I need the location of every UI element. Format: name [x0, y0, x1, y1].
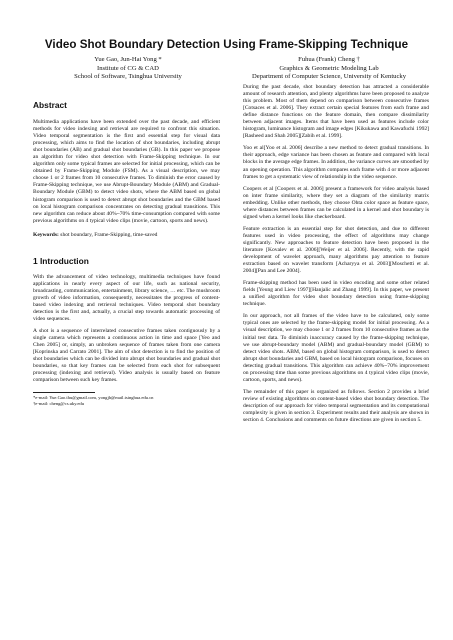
author-group-right: [233, 56, 425, 82]
author-names: Fuhua (Frank) Cheng †: [298, 56, 360, 63]
abstract-paragraph: Multimedia applications have been extended over the past decade, and efficient methods for video indexing and retrieval are required to confront this situation. Video temporal segmentation is the first and essential step for visual data processing, which aims to find the location of shot boundaries, including abrupt shot boundaries (AB) and gradual shot boundaries (GB). In this paper we propose an algorithm for video shot detection with Frame-Skipping technique. In our algorithm only some typical frames are selected for initial processing, which can be obtained by Frame-Skipping Module (FSM). As a visual description, we may choose 1 or 2 frames from 10 consecutive frames. To diminish the error caused by Frame-Skipping technique, we use Abrupt-Boundary Module (ABM) and Gradual-Boundary Module (GBM) to detect video shots, where the ABM based on global histogram comparison is used to detect abrupt shot boundaries and the GBM based on local histogram comparison concentrates on detecting gradual transitions. This new algorithm can reduce about 40%~70% time-consumption compared with some previous algorithms on 4 typical video clips (movie, cartoon, sports and news).: [33, 119, 220, 224]
footnote-email-1: *e-mail: Yue.Gao.thu@gmail.com, yongjh@mail.tsinghua.edu.cn: [33, 395, 154, 401]
keywords-text: shot boundary, Frame-Skipping, time-saved: [60, 231, 158, 238]
introduction-heading: 1 Introduction: [33, 255, 89, 266]
author-affiliation: Institute of CG & CAD: [97, 64, 159, 72]
body-paragraph: The remainder of this paper is organized as follows. Section 2 provides a brief review of existing algorithms on content-based video shot boundary detection. The description of our approach for video temporal segmentation and its computational complexity is given in section 3. Experiment results and their analysis are shown in section 4. Conclusions and comments on future directions are given in section 5.: [243, 388, 429, 424]
paper-title: Video Shot Boundary Detection Using Frame-Skipping Technique: [44, 38, 409, 51]
body-paragraph: In our approach, not all frames of the video have to be calculated, only some typical ones are selected by the frame-skipping model for initial processing. As a visual description, we may choose 1 or 2 frames from 10 consecutive frames as the initial test data. To diminish inaccuracy caused by the frame-skipping technique, we use abrupt-boundary model (ABM) and gradual-boundary model (GBM) to detect video shots. ABM, based on global histogram comparison, is used to detect abrupt shot boundaries and GBM, based on local histogram comparison, focuses on detecting gradual transitions. This algorithm can achieve 40%~70% improvement on processing time than some previous algorithms on 4 typical video clips (movie, cartoon, sports, and news).: [243, 313, 429, 383]
author-names: Yue Gao, Jun-Hai Yong *: [94, 56, 162, 63]
body-paragraph: With the advancement of video technology, multimedia techniques have found applications in nearly every aspect of our life, such as national security, broadcasting, communication, entertainment, library science, … etc. The mushroom growth of video information, consequently, necessitates the progress of content-based video indexing and retrieval techniques. Video temporal shot boundary detection is the first and, actually, a crucial step towards automatic processing of video sequences.: [33, 273, 220, 323]
keywords-line: [33, 232, 220, 239]
body-paragraph: Coopers et al [Coopers et al. 2006] present a framework for video analysis based on inter frame similarity, where they set a diagram of the similarity matrix embedding. Unlike other methods, they choose Ohta color space as feature space, where distances between frames can be calculated in a kernel and shot boundary is signed when a kernel looks like checkerboard.: [243, 185, 429, 220]
body-paragraph: During the past decade, shot boundary detection has attracted a considerable amount of research attention, and plenty algorithms have been proposed to analyze this problem. Most of them depend on comparison between consecutive frames [Cotsaces et al. 2006]. They extract certain special features from each frame and define distance functions on the feature domain, then compare dissimilarity between adjacent images. Items that have been used as features include color histogram, luminance histogram and image edges [Kikukawa and Kawafuchi 1992][Rasheed and Shah 2005][Zabih et al. 1999].: [243, 84, 429, 140]
left-column: [33, 84, 220, 407]
body-paragraph: Frame-skipping method has been used in video encoding and some other related fields [Yeung and Liew 1997][Hanjalic and Zhang 1999]. In this paper, we present a unified algorithm for video shot boundary detection using frame-skipping technique.: [243, 280, 429, 308]
author-affiliation: Graphics & Geometric Modeling Lab: [279, 64, 379, 72]
abstract-heading: Abstract: [33, 100, 67, 110]
author-group-left: [28, 56, 228, 82]
footnote-rule: [33, 392, 95, 393]
body-paragraph: Yoo et al[Yoo et al. 2006] describe a new method to detect gradual transitions. In their approach, edge variance has been chosen as feature and compared with local blocks in the average edge frames. In addition, the variance curves are smoothed by an opening operation. This algorithm compares each frame with 4 or more adjacent frames to get a systematic view of relationship in the video sequence.: [243, 145, 429, 180]
author-affiliation: School of Software, Tsinghua University: [74, 73, 182, 81]
body-paragraph: A shot is a sequence of interrelated consecutive frames taken contiguously by a single camera which represents a continuous action in time and space [Yeo and Chen 2005] or, simply, an unbroken sequence of frames taken from one camera [Koprinska and Carrato 2001]. The aim of shot detection is to find the position of shot boundaries which can be divided into abrupt shot boundaries and gradual shot boundaries, so that key frames can be selected from each shot for subsequent processing (indexing and retrieval). Video analysis is usually based on feature comparison between such key frames.: [33, 328, 220, 384]
body-paragraph: Feature extraction is an essential step for shot detection, and due to different features used in video processing, the effect of algorithms may change significantly. New approaches to feature detection have been proposed in the literature [Kovalev et al. 2006][Weijer et al. 2006]. Recently, with the rapid development of wavelet approach, many algorithms pay attention to feature extraction based on wavelet transform [Acharyya et al. 2003][Moschetti et al. 2004][Pan and Lee 2004].: [243, 225, 429, 275]
keywords-label: Keywords:: [33, 231, 59, 238]
footnote-email-2: †e-mail: cheng@cs.uky.edu: [33, 401, 85, 407]
right-column: [243, 84, 429, 429]
author-affiliation: Department of Computer Science, University of Kentucky: [252, 73, 406, 81]
